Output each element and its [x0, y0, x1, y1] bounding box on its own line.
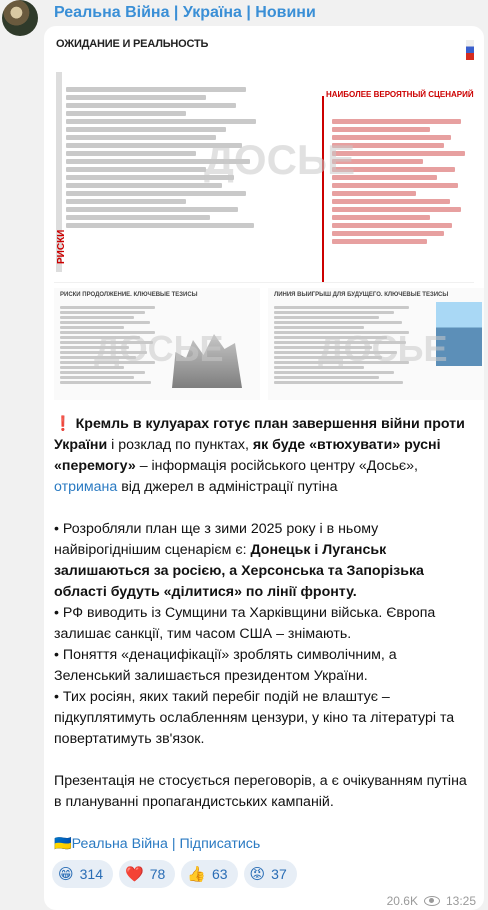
ukraine-flag-icon: 🇺🇦	[54, 836, 72, 852]
post-text-span: від джерел в адміністрації путіна	[117, 479, 338, 495]
image-heading: ОЖИДАНИЕ И РЕАЛЬНОСТЬ	[56, 38, 209, 50]
image-side-label: РИСКИ	[56, 229, 67, 264]
channel-title[interactable]: Реальна Війна | Україна | Новини	[54, 4, 316, 21]
post-paragraph: • Поняття «денацифікації» зроблять символічним, а Зеленський залишається президентом України.	[54, 647, 397, 684]
post-text-span: і розклад по пунктах,	[107, 437, 253, 453]
eye-icon	[424, 896, 440, 906]
message-time: 13:25	[445, 894, 476, 908]
russian-flag-strip	[466, 40, 474, 60]
angry-emoji-icon: 😡	[249, 866, 266, 883]
source-link[interactable]: отримана	[54, 479, 118, 495]
post-footer	[54, 834, 468, 855]
message-bubble	[44, 26, 484, 910]
reactions-bar	[52, 860, 297, 888]
channel-avatar[interactable]	[2, 0, 38, 36]
message-meta	[387, 894, 476, 908]
post-paragraph: Презентація не стосується переговорів, а є очікуванням путіна в плануванні пропагандистських кампаній.	[54, 773, 467, 810]
post-paragraph: • Тих росіян, яких такий перебіг подій не влаштує – підкуплятимуть ослабленням цензури, у кіно та літературі та повертатимуть зв'язок.	[54, 689, 455, 747]
heart-emoji-icon: ❤️	[125, 866, 144, 883]
post-image-3[interactable]	[268, 288, 484, 400]
reaction-count: 78	[149, 866, 166, 882]
grin-emoji-icon: 😁	[58, 866, 74, 883]
view-count: 20.6K	[386, 894, 418, 908]
dossier-watermark: ДОСЬЕ	[94, 328, 224, 369]
image-heading: ЛИНИЯ ВЫИГРЫШ ДЛЯ БУДУЩЕГО. КЛЮЧЕВЫЕ ТЕЗИСЫ	[274, 292, 449, 298]
post-text	[54, 414, 468, 855]
post-text-span: • Розробляли план ще з зими 2025 року і в ньому найвірогіднішим сценарієм є:	[54, 521, 379, 558]
exclamation-icon: ❗	[54, 416, 72, 432]
image-right-title: НАИБОЛЕЕ ВЕРОЯТНЫЙ СЦЕНАРИЙ	[326, 90, 474, 99]
post-image-1[interactable]	[54, 36, 474, 283]
reaction-count: 314	[79, 866, 103, 882]
post-paragraph: • РФ виводить із Сумщини та Харківщини війська. Європа залишає санкції, тим часом США – знімають.	[54, 605, 436, 642]
post-bold-text: Донецьк і Луганськ залишаються за росією, а Херсонська та Запорізька області будуть «ділитися» по лінії фронту.	[54, 542, 424, 600]
reaction-count: 63	[211, 866, 228, 882]
reaction-thumbs-up[interactable]	[181, 860, 237, 888]
post-text-span: – інформація російського центру «Досьє»,	[135, 458, 418, 474]
post-paragraph	[54, 519, 468, 603]
image-heading: РИСКИ ПРОДОЛЖЕНИЕ. КЛЮЧЕВЫЕ ТЕЗИСЫ	[60, 292, 198, 298]
post-image-2[interactable]	[54, 288, 260, 400]
reaction-angry[interactable]	[244, 860, 297, 888]
thumbs-up-emoji-icon: 👍	[187, 866, 206, 883]
dossier-watermark: ДОСЬЕ	[204, 136, 356, 183]
post-bold-text: як буде «втюхувати» русні «перемогу»	[54, 437, 441, 474]
reaction-count: 37	[271, 866, 287, 882]
reaction-heart[interactable]	[119, 860, 175, 888]
reaction-grin[interactable]	[52, 860, 113, 888]
subscribe-link[interactable]: Реальна Війна | Підписатись	[71, 836, 261, 852]
post-paragraph	[54, 414, 468, 498]
post-bold-text: Кремль в кулуарах готує план завершення війни проти України	[54, 416, 465, 453]
dossier-watermark: ДОСЬЕ	[318, 328, 448, 369]
